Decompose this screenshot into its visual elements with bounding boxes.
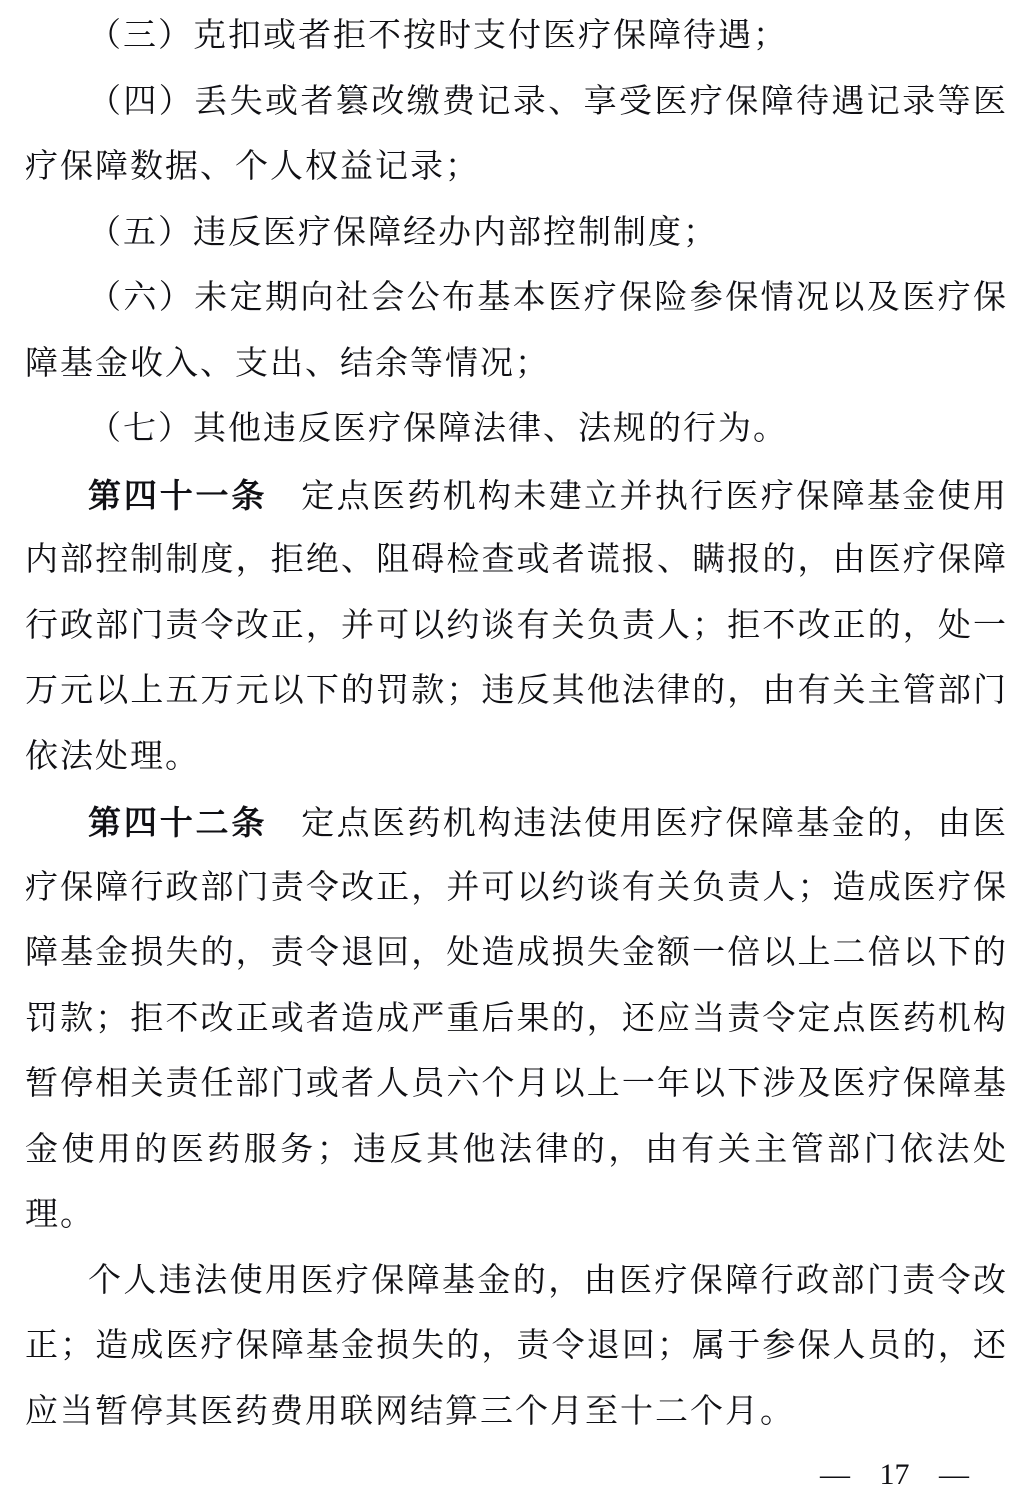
text-line: （五）违反医疗保障经办内部控制制度； bbox=[88, 214, 718, 251]
text-line: 内部控制制度，拒绝、阻碍检查或者谎报、瞒报的，由医疗保障 bbox=[25, 542, 1008, 578]
footer-right-dash: — bbox=[939, 1458, 969, 1491]
article-number: 第四十二条 bbox=[88, 804, 268, 841]
text-line: （四）丢失或者篡改缴费记录、享受医疗保障待遇记录等医 bbox=[88, 83, 1008, 120]
text-line: 理。 bbox=[25, 1197, 95, 1233]
text-line bbox=[25, 790, 1008, 856]
text-line: 应当暂停其医药费用联网结算三个月至十二个月。 bbox=[25, 1393, 795, 1430]
line-text: 定点医药机构违法使用医疗保障基金的，由医 bbox=[301, 806, 1008, 842]
page-number: 17 bbox=[879, 1458, 910, 1491]
article-number: 第四十一条 bbox=[88, 476, 268, 514]
text-line: （六）未定期向社会公布基本医疗保险参保情况以及医疗保 bbox=[88, 280, 1008, 316]
text-line: 万元以上五万元以下的罚款；违反其他法律的，由有关主管部门 bbox=[25, 673, 1008, 709]
text-line: 正；造成医疗保障基金损失的，责令退回；属于参保人员的，还 bbox=[25, 1328, 1008, 1364]
text-line: 疗保障数据、个人权益记录； bbox=[25, 149, 480, 185]
text-line: （七）其他违反医疗保障法律、法规的行为。 bbox=[88, 411, 788, 447]
text-line: 依法处理。 bbox=[25, 738, 200, 775]
page-footer bbox=[25, 1455, 1008, 1495]
text-line: 障基金损失的，责令退回，处造成损失金额一倍以上二倍以下的 bbox=[25, 935, 1008, 971]
text-line: 个人违法使用医疗保障基金的，由医疗保障行政部门责令改 bbox=[88, 1262, 1008, 1299]
text-line: 罚款；拒不改正或者造成严重后果的，还应当责令定点医药机构 bbox=[25, 1000, 1008, 1037]
text-line: 金使用的医药服务；违反其他法律的，由有关主管部门依法处 bbox=[25, 1131, 1008, 1168]
text-line: 疗保障行政部门责令改正，并可以约谈有关负责人；造成医疗保 bbox=[25, 869, 1008, 906]
text-line bbox=[25, 463, 1008, 529]
text-line: 暂停相关责任部门或者人员六个月以上一年以下涉及医疗保障基 bbox=[25, 1066, 1008, 1102]
footer-left-dash: — bbox=[820, 1458, 850, 1491]
line-text: 定点医药机构未建立并执行医疗保障基金使用 bbox=[301, 478, 1008, 515]
text-line: （三）克扣或者拒不按时支付医疗保障待遇； bbox=[88, 18, 788, 54]
text-line: 行政部门责令改正，并可以约谈有关负责人；拒不改正的，处一 bbox=[25, 607, 1008, 644]
document-body bbox=[25, 4, 1008, 1445]
text-line: 障基金收入、支出、结余等情况； bbox=[25, 345, 550, 382]
